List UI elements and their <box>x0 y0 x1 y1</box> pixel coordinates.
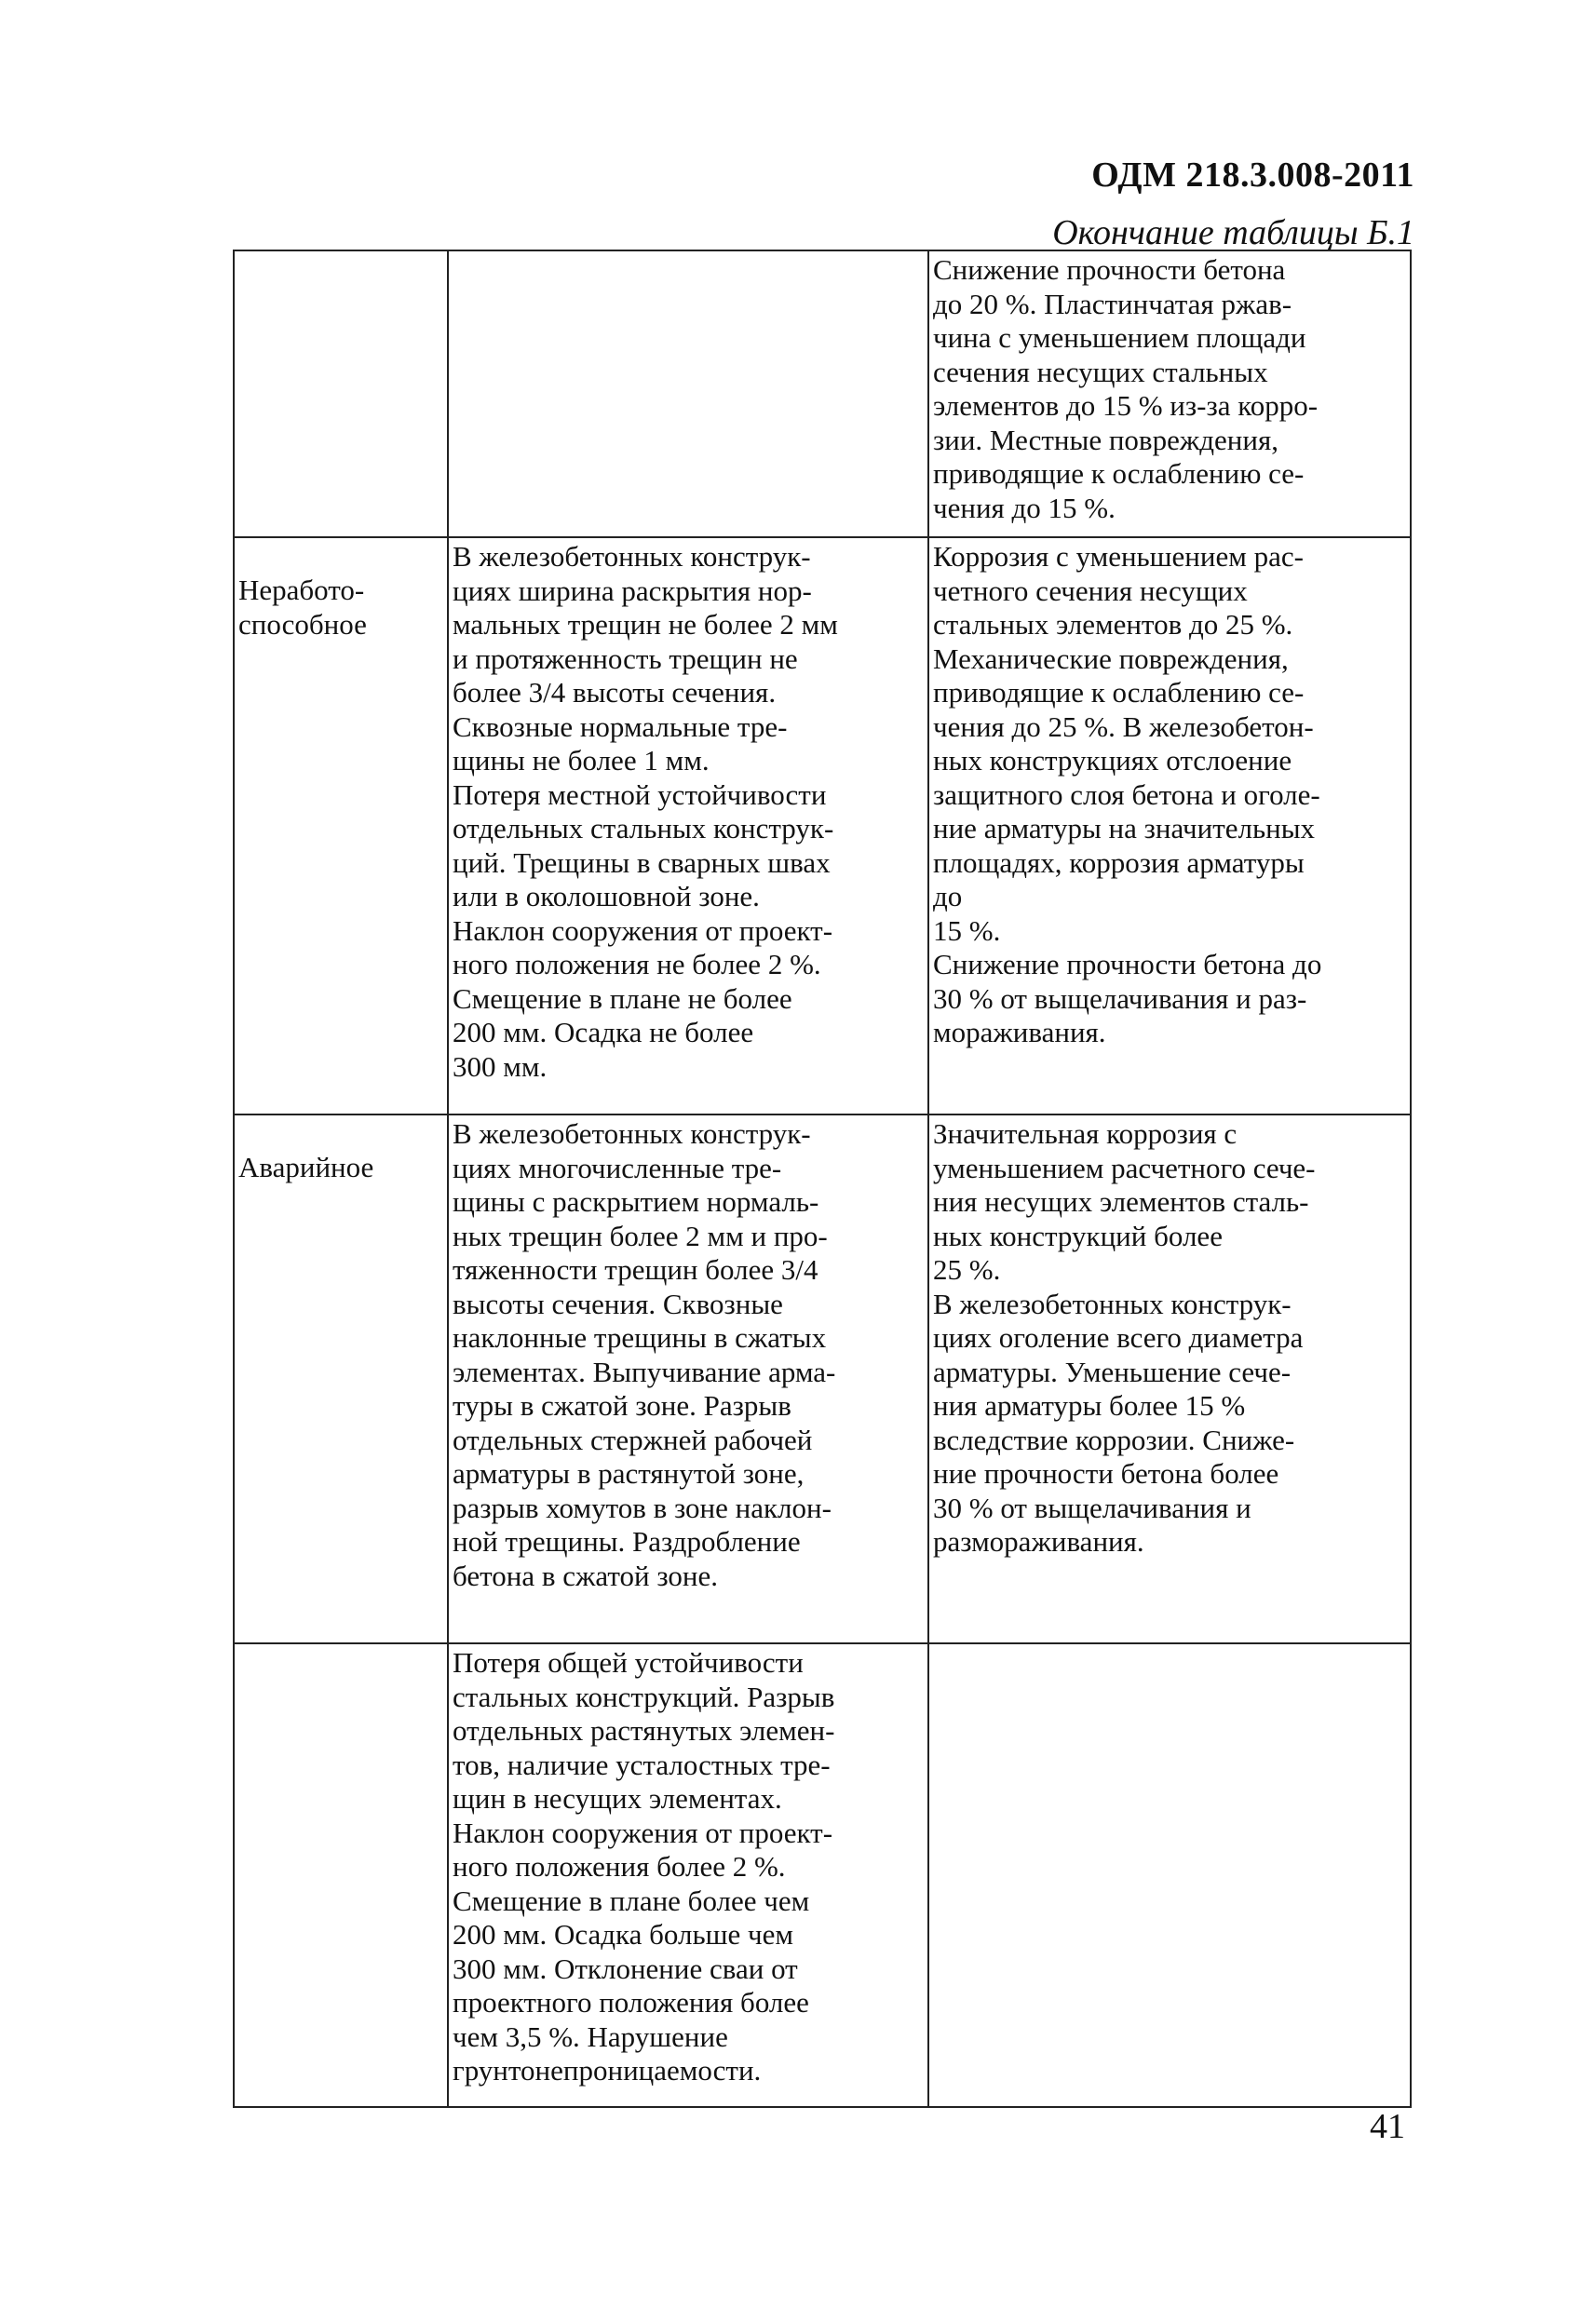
state-text: Неработо- способное <box>238 574 367 641</box>
structural-damage-cell <box>448 537 928 1114</box>
state-cell <box>234 1114 448 1643</box>
corrosion-damage-text: Снижение прочности бетона до 20 %. Пластинчатая ржав- чина с уменьшением площади сечения несущих стальных элементов до 15 % из-за корро- зии. Местные повреждения, приводящие к ослаблению се- чения до 15 %. <box>933 253 1319 524</box>
structural-damage-text: Потеря общей устойчивости стальных конструкций. Разрыв отдельных растянутых элемен- тов, наличие усталостных тре- щин в несущих элементах. Наклон сооружения от проект- ного положения более 2 %. Смещение в плане более чем 200 мм. Осадка больше чем 300 мм. Отклонение сваи от проектного положения более чем 3,5 %. Нарушение грунтонепроницаемости. <box>453 1646 835 2087</box>
table-row <box>234 1643 1411 2107</box>
structural-damage-cell <box>448 250 928 537</box>
corrosion-damage-text: Значительная коррозия с уменьшением расчетного сече- ния несущих элементов сталь- ных конструкций более 25 %. В железобетонных конструк- циях оголение всего диаметра арматуры. Уменьшение сече- ния арматуры более 15 % вследствие коррозии. Сниже- ние прочности бетона более 30 % от выщелачивания и размораживания. <box>933 1117 1316 1558</box>
corrosion-damage-cell <box>928 250 1411 537</box>
structural-damage-text: В железобетонных конструк- циях ширина раскрытия нор- мальных трещин не более 2 мм и протяженность трещин не более 3/4 высоты сечения. Сквозные нормальные тре- щины не более 1 мм. Потеря местной устойчивости отдельных стальных конструк- ций. Трещины в сварных швах или в околошовной зоне. Наклон сооружения от проект- ного положения не более 2 %. Смещение в плане не более 200 мм. Осадка не более 300 мм. <box>453 540 838 1083</box>
corrosion-damage-cell <box>928 1114 1411 1643</box>
state-cell <box>234 537 448 1114</box>
state-text <box>238 1646 443 1680</box>
corrosion-damage-text: Коррозия с уменьшением рас- четного сечения несущих стальных элементов до 25 %. Механические повреждения, приводящие к ослаблению се- чения до 25 %. В железобетон- ных конструкциях отслоение защитного слоя бетона и оголе- ние арматуры на значительных площадях, коррозия арматуры до 15 %. Снижение прочности бетона до 30 % от выщелачивания и раз- мораживания. <box>933 540 1322 1048</box>
corrosion-damage-cell <box>928 1643 1411 2107</box>
corrosion-damage-cell <box>928 537 1411 1114</box>
structural-damage-cell <box>448 1114 928 1643</box>
structural-damage-cell <box>448 1643 928 2107</box>
state-text <box>238 253 443 287</box>
state-cell <box>234 1643 448 2107</box>
table-row <box>234 537 1411 1114</box>
state-text: Аварийное <box>238 1151 374 1183</box>
table-row <box>234 1114 1411 1643</box>
state-cell <box>234 250 448 537</box>
table-continuation-caption: Окончание таблицы Б.1 <box>1052 213 1414 252</box>
structural-damage-text: В железобетонных конструк- циях многочисленные тре- щины с раскрытием нормаль- ных трещин более 2 мм и про- тяженности трещин более 3/4 высоты сечения. Сквозные наклонные трещины в сжатых элементах. Выпучивание арма- туры в сжатой зоне. Разрыв отдельных стержней рабочей арматуры в растянутой зоне, разрыв хомутов в зоне наклон- ной трещины. Раздробление бетона в сжатой зоне. <box>453 1117 836 1592</box>
condition-table <box>233 250 1412 2108</box>
document-code: ОДМ 218.3.008-2011 <box>1091 155 1414 195</box>
table-row <box>234 250 1411 537</box>
page-number: 41 <box>1370 2107 1405 2146</box>
